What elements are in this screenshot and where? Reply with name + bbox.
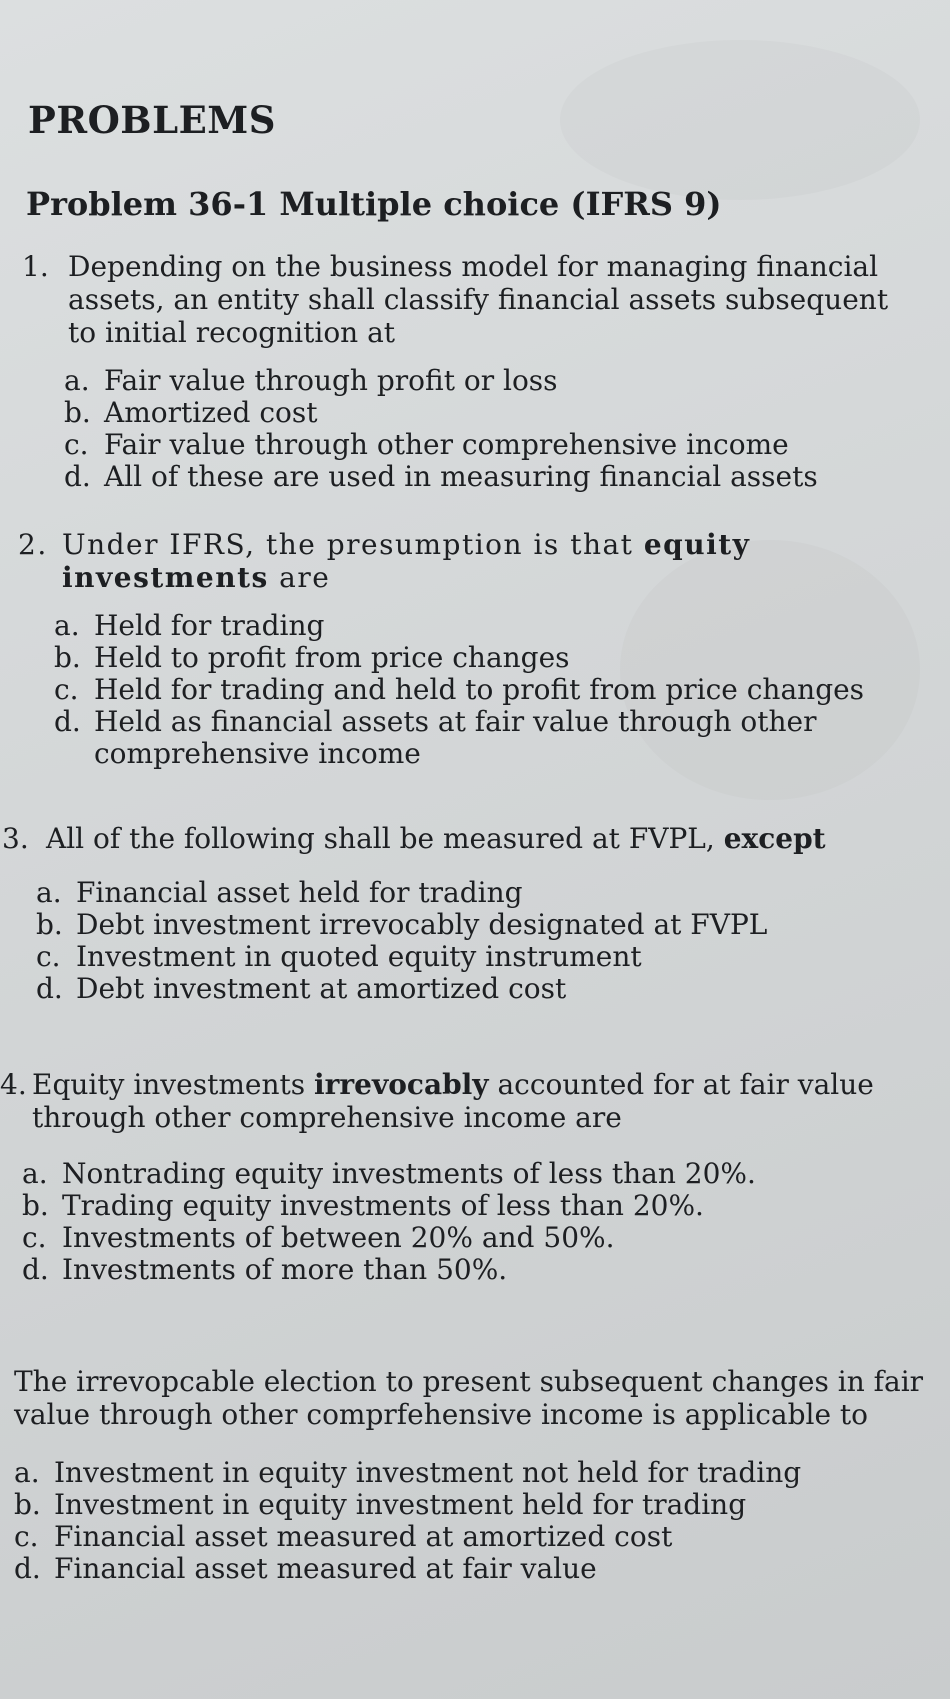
option-c xyxy=(64,429,922,461)
option-text: Financial asset measured at fair value xyxy=(54,1552,597,1585)
question-number: 1. xyxy=(22,250,49,283)
option-d xyxy=(14,1553,934,1585)
option-letter: d. xyxy=(54,705,81,738)
option-a xyxy=(22,1158,930,1190)
question-text xyxy=(62,528,928,594)
option-letter: d. xyxy=(22,1253,49,1286)
question-text-part: All of the following shall be measured at FVPL, xyxy=(46,822,724,855)
question-stem xyxy=(22,250,922,349)
option-a xyxy=(54,610,928,642)
question-text: Depending on the business model for managing financial assets, an entity shall classify financial assets subsequent to initial recognition at xyxy=(68,250,889,349)
option-c xyxy=(14,1521,934,1553)
option-text: Trading equity investments of less than 20%. xyxy=(62,1189,704,1222)
option-text: Nontrading equity investments of less than 20%. xyxy=(62,1157,756,1190)
option-text: Debt investment irrevocably designated at FVPL xyxy=(76,908,768,941)
emphasized-word: equity investments xyxy=(62,528,751,594)
option-text: Held for trading and held to profit from price changes xyxy=(94,673,865,706)
option-letter: c. xyxy=(22,1221,47,1254)
option-text: Fair value through profit or loss xyxy=(104,364,558,397)
question-text-part: Under IFRS, the presumption is that xyxy=(62,528,644,561)
option-letter: c. xyxy=(64,428,89,461)
option-a xyxy=(14,1457,934,1489)
option-text: Held for trading xyxy=(94,609,325,642)
problem-title: Problem 36-1 Multiple choice (IFRS 9) xyxy=(26,185,722,223)
option-b xyxy=(14,1489,934,1521)
option-text: Held to profit from price changes xyxy=(94,641,570,674)
option-text: Investments of between 20% and 50%. xyxy=(62,1221,615,1254)
option-text: Debt investment at amortized cost xyxy=(76,972,567,1005)
question-text: The irrevopcable election to present subsequent changes in fair value through other comprfehensive income is applicable to xyxy=(14,1365,924,1431)
option-b xyxy=(22,1190,930,1222)
option-letter: d. xyxy=(64,460,91,493)
question-4 xyxy=(0,1068,930,1286)
answer-options xyxy=(2,877,922,1005)
question-2 xyxy=(18,528,928,770)
question-1 xyxy=(22,250,922,493)
option-text: Investment in equity investment not held for trading xyxy=(54,1456,802,1489)
option-letter: b. xyxy=(22,1189,49,1222)
option-text: Financial asset measured at amortized cost xyxy=(54,1520,673,1553)
option-text: Investment in equity investment held for trading xyxy=(54,1488,747,1521)
question-3 xyxy=(2,822,922,1005)
option-a xyxy=(64,365,922,397)
option-letter: c. xyxy=(54,673,79,706)
option-letter: a. xyxy=(22,1157,48,1190)
question-text-part: accounted for at fair value through other comprehensive income are xyxy=(32,1068,874,1134)
option-letter: c. xyxy=(14,1520,39,1553)
option-letter: a. xyxy=(36,876,62,909)
question-number: 2. xyxy=(18,528,48,561)
emphasized-word: irrevocably xyxy=(314,1068,489,1101)
emphasized-word: except xyxy=(723,822,826,855)
option-letter: a. xyxy=(54,609,80,642)
option-text: Fair value through other comprehensive income xyxy=(104,428,789,461)
question-stem xyxy=(0,1068,930,1134)
option-b xyxy=(54,642,928,674)
option-letter: b. xyxy=(36,908,63,941)
option-text: Investment in quoted equity instrument xyxy=(76,940,642,973)
question-number: 4. xyxy=(0,1068,27,1101)
question-stem xyxy=(14,1365,934,1431)
option-text: Held as financial assets at fair value through other comprehensive income xyxy=(94,705,817,770)
option-c xyxy=(54,674,928,706)
question-text-part: Equity investments xyxy=(32,1068,314,1101)
option-letter: a. xyxy=(14,1456,40,1489)
paper-texture xyxy=(560,40,920,200)
question-text xyxy=(32,1068,930,1134)
answer-options xyxy=(18,610,928,770)
question-stem xyxy=(18,528,928,594)
option-letter: b. xyxy=(64,396,91,429)
answer-options xyxy=(22,365,922,493)
option-b xyxy=(64,397,922,429)
question-stem xyxy=(2,822,922,855)
option-letter: d. xyxy=(14,1552,41,1585)
question-text-part: are xyxy=(268,561,331,594)
answer-options xyxy=(0,1158,930,1286)
option-text: All of these are used in measuring financial assets xyxy=(104,460,818,493)
option-d xyxy=(36,973,922,1005)
option-text: Financial asset held for trading xyxy=(76,876,523,909)
section-heading: PROBLEMS xyxy=(28,98,276,142)
option-letter: b. xyxy=(14,1488,41,1521)
question-5 xyxy=(14,1365,934,1585)
option-letter: c. xyxy=(36,940,61,973)
option-text: Investments of more than 50%. xyxy=(62,1253,508,1286)
option-letter: d. xyxy=(36,972,63,1005)
option-c xyxy=(22,1222,930,1254)
question-number: 3. xyxy=(2,822,29,855)
question-text xyxy=(46,822,922,855)
option-text: Amortized cost xyxy=(104,396,318,429)
option-d xyxy=(64,461,922,493)
option-b xyxy=(36,909,922,941)
option-letter: a. xyxy=(64,364,90,397)
option-a xyxy=(36,877,922,909)
option-c xyxy=(36,941,922,973)
option-letter: b. xyxy=(54,641,81,674)
option-d xyxy=(22,1254,930,1286)
option-d xyxy=(54,706,928,770)
answer-options xyxy=(14,1457,934,1585)
